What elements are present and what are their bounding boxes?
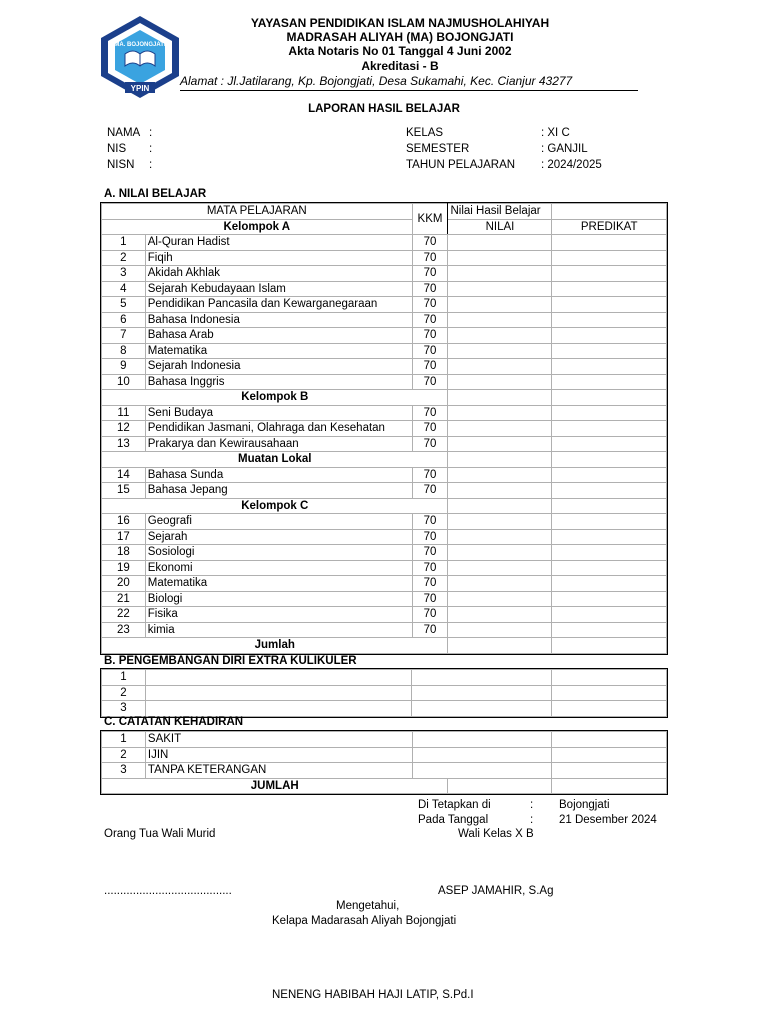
subject-name: Fiqih <box>145 250 412 266</box>
kkm-value: 70 <box>412 622 448 638</box>
subject-name: Seni Budaya <box>145 405 412 421</box>
logo-text-top: MA. BOJONGJATI <box>114 42 166 48</box>
attendance-label: TANPA KETERANGAN <box>145 763 412 779</box>
subject-name: Matematika <box>145 343 412 359</box>
year-value: : 2024/2025 <box>541 159 602 171</box>
row-number: 22 <box>102 607 146 623</box>
predicate-cell <box>552 467 667 483</box>
kkm-value: 70 <box>412 343 448 359</box>
predicate-cell <box>552 328 667 344</box>
predicate-cell <box>552 545 667 561</box>
subject-row <box>102 576 667 592</box>
row-number: 7 <box>102 328 146 344</box>
row-number: 11 <box>102 405 146 421</box>
subject-name: Geografi <box>145 514 412 530</box>
score-cell <box>448 343 552 359</box>
empty-cell <box>412 732 552 748</box>
attendance-total-row <box>102 778 667 794</box>
predicate-cell <box>552 622 667 638</box>
year-label: TAHUN PELAJARAN <box>406 159 516 171</box>
subject-row <box>102 374 667 390</box>
group-row <box>102 390 667 406</box>
predicate-cell <box>552 250 667 266</box>
row-number: 8 <box>102 343 146 359</box>
notary-deed: Akta Notaris No 01 Tanggal 4 Juni 2002 <box>288 44 512 58</box>
empty-cell <box>552 747 667 763</box>
attendance-row <box>102 747 667 763</box>
empty-cell <box>412 763 552 779</box>
acknowledged-label: Mengetahui, <box>336 900 400 912</box>
col-predicate-header: PREDIKAT <box>552 219 667 235</box>
set-at-label: Di Tetapkan di <box>418 799 491 811</box>
attendance-table <box>101 731 667 794</box>
subject-name: Bahasa Arab <box>145 328 412 344</box>
row-number: 1 <box>102 670 146 686</box>
report-title: LAPORAN HASIL BELAJAR <box>308 103 460 115</box>
kkm-value: 70 <box>412 576 448 592</box>
kkm-value: 70 <box>412 235 448 251</box>
score-cell <box>448 483 552 499</box>
predicate-cell <box>552 235 667 251</box>
empty-cell <box>552 763 667 779</box>
name-colon: : <box>149 127 153 139</box>
predicate-cell <box>552 638 667 654</box>
row-number: 18 <box>102 545 146 561</box>
date-value: 21 Desember 2024 <box>559 814 657 826</box>
attendance-row <box>102 763 667 779</box>
nis-label: NIS <box>107 143 127 155</box>
row-number: 10 <box>102 374 146 390</box>
score-cell <box>448 638 552 654</box>
subject-name: kimia <box>145 622 412 638</box>
score-cell <box>448 467 552 483</box>
kkm-value: 70 <box>412 297 448 313</box>
activity-cell <box>145 685 412 701</box>
predicate-cell <box>552 529 667 545</box>
subject-row <box>102 622 667 638</box>
class-value: : XI C <box>541 127 570 139</box>
empty-cell <box>552 701 667 717</box>
score-cell <box>448 421 552 437</box>
subject-name: Sejarah <box>145 529 412 545</box>
col-subject-header: MATA PELAJARAN <box>102 204 413 220</box>
attendance-label: IJIN <box>145 747 412 763</box>
row-number: 2 <box>102 685 146 701</box>
extracurricular-table <box>101 669 667 717</box>
section-a-title: A. NILAI BELAJAR <box>104 188 207 200</box>
subject-row <box>102 436 667 452</box>
set-at-value: Bojongjati <box>559 799 610 811</box>
school-address: Alamat : Jl.Jatilarang, Kp. Bojongjati, Desa Sukamahi, Kec. Cianjur 43277 <box>180 74 573 88</box>
logo-text-bottom: YPIN <box>130 84 150 93</box>
predicate-cell <box>552 281 667 297</box>
kkm-value: 70 <box>412 514 448 530</box>
predicate-cell <box>552 421 667 437</box>
predicate-cell <box>552 390 667 406</box>
subject-row <box>102 405 667 421</box>
predicate-cell <box>552 576 667 592</box>
subject-row <box>102 266 667 282</box>
predicate-cell <box>552 436 667 452</box>
empty-cell <box>412 747 552 763</box>
date-colon: : <box>530 814 534 826</box>
score-cell <box>448 328 552 344</box>
subject-name: Ekonomi <box>145 560 412 576</box>
col-result-header: Nilai Hasil Belajar <box>448 204 552 220</box>
row-number: 3 <box>102 266 146 282</box>
kkm-value: 70 <box>412 591 448 607</box>
col-score-header: NILAI <box>448 219 552 235</box>
subject-name: Prakarya dan Kewirausahaan <box>145 436 412 452</box>
subject-name: Matematika <box>145 576 412 592</box>
subject-row <box>102 514 667 530</box>
row-number: 4 <box>102 281 146 297</box>
kkm-value: 70 <box>412 421 448 437</box>
subject-row <box>102 421 667 437</box>
extracurricular-row <box>102 670 667 686</box>
activity-cell <box>145 701 412 717</box>
group-heading: Kelompok A <box>102 219 413 235</box>
score-cell <box>448 607 552 623</box>
row-number: 12 <box>102 421 146 437</box>
subject-name: Fisika <box>145 607 412 623</box>
group-heading: Muatan Lokal <box>102 452 448 468</box>
extracurricular-row <box>102 685 667 701</box>
empty-cell <box>552 778 667 794</box>
total-label: Jumlah <box>102 638 448 654</box>
row-number: 23 <box>102 622 146 638</box>
score-cell <box>448 560 552 576</box>
subject-row <box>102 235 667 251</box>
grades-header-row <box>102 204 667 220</box>
kkm-value: 70 <box>412 545 448 561</box>
row-number: 17 <box>102 529 146 545</box>
row-number: 20 <box>102 576 146 592</box>
subject-name: Bahasa Jepang <box>145 483 412 499</box>
predicate-cell <box>552 312 667 328</box>
empty-cell <box>552 685 667 701</box>
row-number: 2 <box>102 747 146 763</box>
subject-name: Biologi <box>145 591 412 607</box>
row-number: 21 <box>102 591 146 607</box>
row-number: 1 <box>102 235 146 251</box>
row-number: 16 <box>102 514 146 530</box>
nis-colon: : <box>149 143 153 155</box>
row-number: 2 <box>102 250 146 266</box>
kkm-value: 70 <box>412 250 448 266</box>
extracurricular-row <box>102 701 667 717</box>
predicate-cell <box>552 607 667 623</box>
row-number: 19 <box>102 560 146 576</box>
kkm-value: 70 <box>412 266 448 282</box>
subject-name: Sejarah Indonesia <box>145 359 412 375</box>
score-cell <box>448 405 552 421</box>
score-cell <box>448 297 552 313</box>
foundation-name: YAYASAN PENDIDIKAN ISLAM NAJMUSHOLAHIYAH <box>250 16 550 30</box>
score-cell <box>448 235 552 251</box>
row-number: 3 <box>102 701 146 717</box>
score-cell <box>448 576 552 592</box>
grades-table <box>101 203 667 654</box>
subject-name: Pendidikan Jasmani, Olahraga dan Kesehatan <box>145 421 412 437</box>
row-number: 14 <box>102 467 146 483</box>
col-kkm-header: KKM <box>412 204 448 235</box>
score-cell <box>448 498 552 514</box>
empty-cell <box>412 685 552 701</box>
subject-name: Pendidikan Pancasila dan Kewarganegaraan <box>145 297 412 313</box>
score-cell <box>448 281 552 297</box>
school-name: MADRASAH ALIYAH (MA) BOJONGJATI <box>286 30 514 44</box>
row-number: 1 <box>102 732 146 748</box>
date-label: Pada Tanggal <box>418 814 489 826</box>
kkm-value: 70 <box>412 436 448 452</box>
score-cell <box>448 250 552 266</box>
kkm-value: 70 <box>412 560 448 576</box>
predicate-cell <box>552 297 667 313</box>
predicate-cell <box>552 560 667 576</box>
kkm-value: 70 <box>412 359 448 375</box>
homeroom-name: ASEP JAMAHIR, S.Ag <box>438 885 554 897</box>
kkm-value: 70 <box>412 405 448 421</box>
row-number: 6 <box>102 312 146 328</box>
kkm-value: 70 <box>412 312 448 328</box>
empty-cell <box>448 778 552 794</box>
empty-cell <box>552 204 667 220</box>
subject-row <box>102 359 667 375</box>
name-label: NAMA <box>107 127 141 139</box>
parent-label: Orang Tua Wali Murid <box>104 828 216 840</box>
empty-cell <box>412 701 552 717</box>
score-cell <box>448 312 552 328</box>
header-divider <box>180 90 638 91</box>
row-number: 5 <box>102 297 146 313</box>
subject-row <box>102 250 667 266</box>
kkm-value: 70 <box>412 483 448 499</box>
predicate-cell <box>552 514 667 530</box>
kkm-value: 70 <box>412 328 448 344</box>
subject-name: Al-Quran Hadist <box>145 235 412 251</box>
row-number: 9 <box>102 359 146 375</box>
principal-name: NENENG HABIBAH HAJI LATIP, S.Pd.I <box>272 989 474 1001</box>
score-cell <box>448 529 552 545</box>
class-label: KELAS <box>406 127 444 139</box>
predicate-cell <box>552 498 667 514</box>
score-cell <box>448 545 552 561</box>
score-cell <box>448 591 552 607</box>
subject-name: Akidah Akhlak <box>145 266 412 282</box>
score-cell <box>448 266 552 282</box>
subject-row <box>102 529 667 545</box>
score-cell <box>448 452 552 468</box>
set-at-colon: : <box>530 799 534 811</box>
score-cell <box>448 374 552 390</box>
predicate-cell <box>552 483 667 499</box>
empty-cell <box>552 732 667 748</box>
subject-row <box>102 343 667 359</box>
subject-row <box>102 467 667 483</box>
total-row <box>102 638 667 654</box>
group-heading: Kelompok B <box>102 390 448 406</box>
attendance-total-label: JUMLAH <box>102 778 448 794</box>
semester-value: : GANJIL <box>541 143 588 155</box>
score-cell <box>448 622 552 638</box>
subject-row <box>102 607 667 623</box>
kkm-value: 70 <box>412 467 448 483</box>
subject-row <box>102 545 667 561</box>
row-number: 13 <box>102 436 146 452</box>
grades-subheader-row <box>102 219 667 235</box>
subject-name: Bahasa Indonesia <box>145 312 412 328</box>
group-row <box>102 498 667 514</box>
kkm-value: 70 <box>412 281 448 297</box>
kkm-value: 70 <box>412 529 448 545</box>
subject-row <box>102 560 667 576</box>
row-number: 15 <box>102 483 146 499</box>
subject-row <box>102 297 667 313</box>
nisn-colon: : <box>149 159 153 171</box>
kkm-value: 70 <box>412 374 448 390</box>
predicate-cell <box>552 343 667 359</box>
predicate-cell <box>552 266 667 282</box>
score-cell <box>448 514 552 530</box>
attendance-row <box>102 732 667 748</box>
subject-row <box>102 312 667 328</box>
subject-row <box>102 591 667 607</box>
subject-row <box>102 483 667 499</box>
empty-cell <box>552 670 667 686</box>
score-cell <box>448 436 552 452</box>
principal-title: Kelapa Madarasah Aliyah Bojongjati <box>272 915 457 927</box>
row-number: 3 <box>102 763 146 779</box>
subject-name: Sosiologi <box>145 545 412 561</box>
predicate-cell <box>552 359 667 375</box>
score-cell <box>448 359 552 375</box>
subject-name: Sejarah Kebudayaan Islam <box>145 281 412 297</box>
predicate-cell <box>552 452 667 468</box>
group-row <box>102 452 667 468</box>
homeroom-label: Wali Kelas X B <box>458 828 534 840</box>
accreditation: Akreditasi - B <box>361 59 439 73</box>
parent-signature-line: ........................................ <box>104 885 232 897</box>
subject-row <box>102 281 667 297</box>
subject-row <box>102 328 667 344</box>
kkm-value: 70 <box>412 607 448 623</box>
subject-name: Bahasa Sunda <box>145 467 412 483</box>
nisn-label: NISN <box>107 159 135 171</box>
attendance-label: SAKIT <box>145 732 412 748</box>
subject-name: Bahasa Inggris <box>145 374 412 390</box>
score-cell <box>448 390 552 406</box>
predicate-cell <box>552 405 667 421</box>
school-logo <box>97 14 183 100</box>
predicate-cell <box>552 591 667 607</box>
section-c-title: C. CATATAN KEHADIRAN <box>104 716 244 728</box>
predicate-cell <box>552 374 667 390</box>
empty-cell <box>412 670 552 686</box>
group-heading: Kelompok C <box>102 498 448 514</box>
activity-cell <box>145 670 412 686</box>
section-b-title: B. PENGEMBANGAN DIRI EXTRA KULIKULER <box>104 655 357 667</box>
semester-label: SEMESTER <box>406 143 470 155</box>
